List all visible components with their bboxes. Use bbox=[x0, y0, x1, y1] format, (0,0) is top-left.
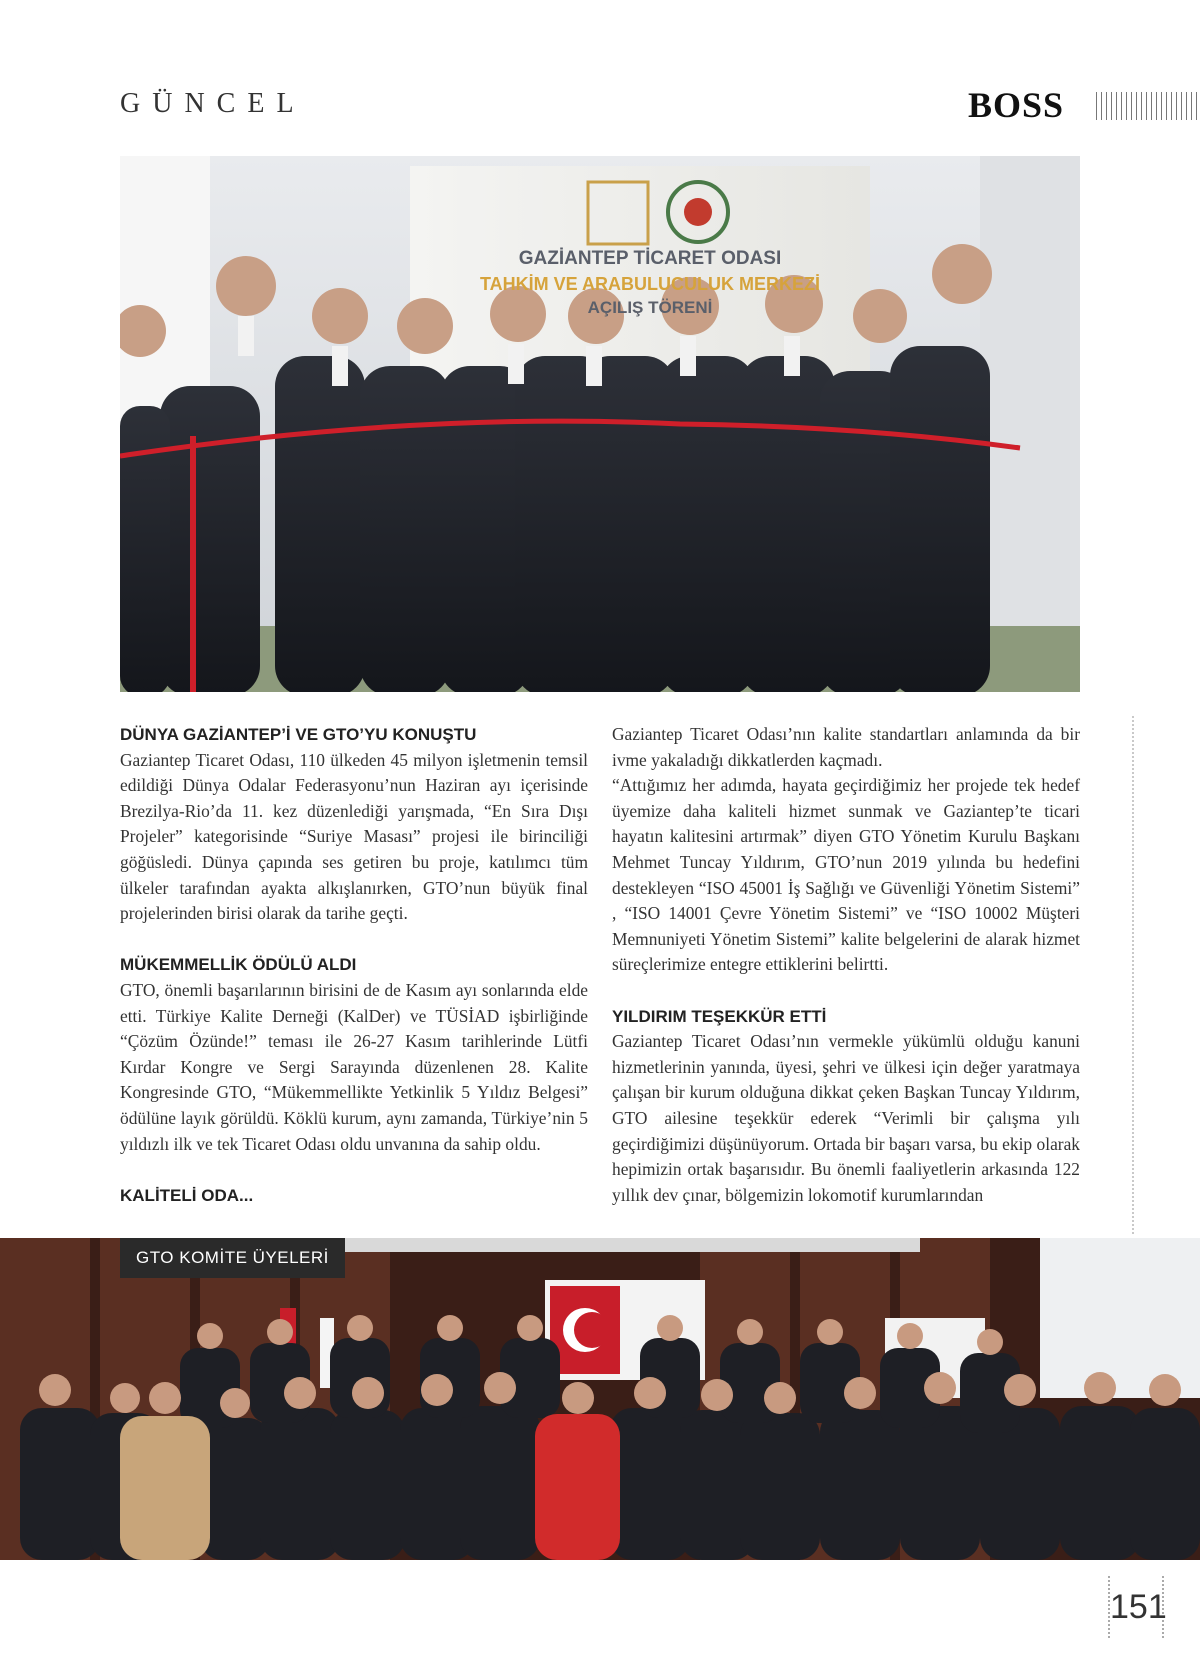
page-number: 151 bbox=[1108, 1576, 1164, 1638]
paragraph-excellence: GTO, önemli başarılarının birisini de de Kasım ayı sonlarında elde etti. Türkiye Kalite Derneği (KalDer) ve TÜSİAD işbirliğinde “Çözüm Özünde!” teması ile 26-27 Kasım tarihlerinde Lütfi Kırdar Kongre ve Sergi Sarayında düzenlenen 28. Kalite Kongresinde GTO, “Mükemmellikte Yetkinlik 5 Yıldız Belgesi” ödülüne layık görüldü. Köklü kurum, aynı zamanda, Türkiye’nin 5 yıldızlı ilk ve tek Ticaret Odası oldu unvanına da sahip oldu. bbox=[120, 979, 588, 1154]
paragraph-world: Gaziantep Ticaret Odası, 110 ülkeden 45 milyon işletmenin temsil edildiği Dünya Odalar Federasyonu’nun Haziran ayı içerisinde Brezilya-Rio’da 11. kez düzenlediği yarışmada, “En Sıra Dışı Projeler” kategorisinde “Suriye Masası” projesi ile birinciliği göğüsledi. Dünya çapında ses getiren bu proje, katılımcı tüm ülkeler tarafından ayakta alkışlanırken, GTO’nun büyük final projelerinden birisi olarak da tarihe geçti. bbox=[120, 749, 588, 924]
banner-subtitle: TAHKİM VE ARABULUCULUK MERKEZİ bbox=[480, 274, 820, 294]
heading-excellence: MÜKEMMELLİK ÖDÜLÜ ALDI bbox=[120, 955, 357, 975]
heading-thanks: YILDIRIM TEŞEKKÜR ETTİ bbox=[612, 1006, 827, 1026]
left-column bbox=[120, 722, 588, 1208]
heading-world: DÜNYA GAZİANTEP’İ VE GTO’YU KONUŞTU bbox=[120, 725, 477, 744]
heading-quality: KALİTELİ ODA... bbox=[120, 1185, 254, 1205]
banner-title: GAZİANTEP TİCARET ODASI bbox=[518, 248, 782, 269]
paragraph-iso: “Attığımız her adımda, hayata geçirdiğimiz her projede tek hedef üyemize daha kaliteli hizmet sunmak ve Gaziantep’te ticari hayatın kalitesini artırmak” diyen GTO Yönetim Kurulu Başkanı Mehmet Tuncay Yıldırım, GTO’nun 2019 yılında bu hedefini destekleyen “ISO 45001 İş Sağlığı ve Güvenliği Yönetim Sistemi” , “ISO 14001 Çevre Yönetim Sistemi” ve “ISO 10002 Müşteri Memnuniyeti Yönetim Sistemi” kalite belgelerini de alarak hizmet süreçlerimize entegre ettiklerini belirtti. bbox=[612, 775, 1080, 975]
decorative-lines bbox=[1096, 92, 1200, 120]
magazine-logo: BOSS bbox=[968, 85, 1065, 125]
photo-caption: GTO KOMİTE ÜYELERİ bbox=[120, 1238, 345, 1278]
dotted-divider bbox=[1132, 716, 1134, 1234]
banner-event: AÇILIŞ TÖRENİ bbox=[587, 298, 713, 317]
paragraph-quality: Gaziantep Ticaret Odası’nın kalite standartları anlamında da bir ivme yakaladığı dikkatlerden kaçmadı. bbox=[612, 724, 1080, 770]
committee-group-photo bbox=[0, 1238, 1200, 1560]
group-scene bbox=[0, 1238, 1200, 1560]
right-column bbox=[612, 722, 1080, 1208]
paragraph-thanks: Gaziantep Ticaret Odası’nın vermekle yükümlü olduğu kanuni hizmetlerinin yanında, üyesi, şehri ve ülkesi için değer yaratmaya çalışan bir kurum olduğuna dikkat çeken Başkan Tuncay Yıldırım, GTO ailesine teşekkür ederek “Verimli bir çalışma yılı geçirdiğimizi düşünüyorum. Ortada bir başarı varsa, bu ekip olarak hepimizin ortak başarısıdır. Bu önemli faaliyetlerin arkasında 122 yıllık dev çınar, bölgemizin lokomotif kurumlarından bbox=[612, 1031, 1080, 1205]
ribbon-cutting-photo bbox=[120, 156, 1080, 692]
ceremony-scene bbox=[120, 156, 1080, 692]
section-label: GÜNCEL bbox=[120, 88, 306, 119]
